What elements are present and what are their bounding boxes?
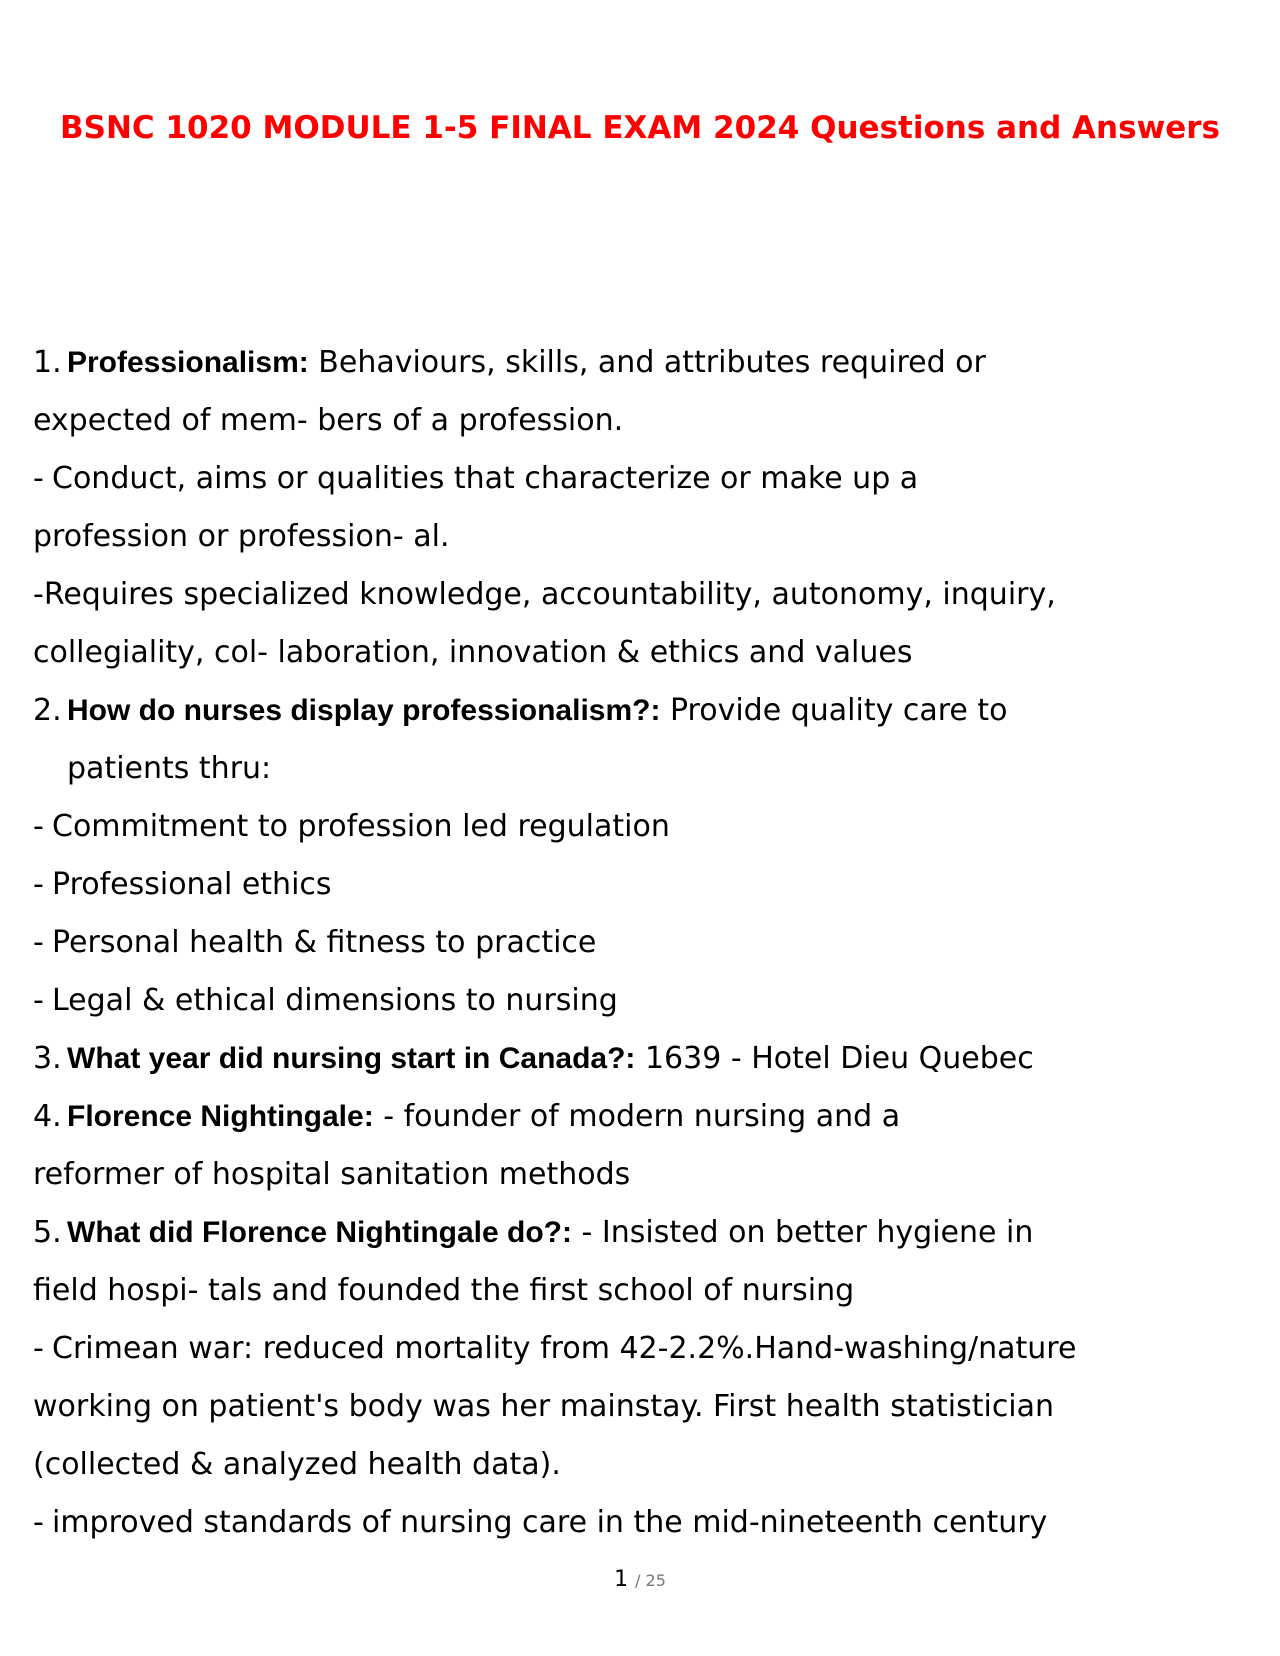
text-line (33, 1146, 1248, 1204)
bullet-line (33, 1494, 1248, 1552)
bullet-line (33, 914, 1248, 972)
line-text: profession or profession- al. (33, 519, 450, 554)
bullet-dash: - (33, 983, 44, 1018)
line-text: expected of mem- bers of a profession. (33, 403, 624, 438)
question-line (33, 1088, 1248, 1146)
question-line (33, 334, 1248, 392)
question-line (33, 1204, 1248, 1262)
question-number: 5. (33, 1215, 62, 1250)
line-text: - founder of modern nursing and a (373, 1099, 901, 1134)
line-text: Legal & ethical dimensions to nursing (52, 983, 618, 1018)
question-number: 1. (33, 345, 62, 380)
text-line (33, 624, 1248, 682)
bullet-line (33, 856, 1248, 914)
question-term: What did Florence Nightingale do?: (67, 1216, 572, 1249)
line-text: collegiality, col- laboration, innovation & ethics and values (33, 635, 913, 670)
question-number: 3. (33, 1041, 62, 1076)
bullet-line (33, 972, 1248, 1030)
line-text: reformer of hospital sanitation methods (33, 1157, 631, 1192)
bullet-line (33, 798, 1248, 856)
line-text: 1639 - Hotel Dieu Quebec (635, 1041, 1034, 1076)
line-text: -Requires specialized knowledge, accountability, autonomy, inquiry, (33, 577, 1056, 612)
text-line (33, 508, 1248, 566)
document-title: BSNC 1020 MODULE 1-5 FINAL EXAM 2024 Questions and Answers (60, 110, 1220, 146)
text-line (33, 566, 1248, 624)
text-line (33, 1262, 1248, 1320)
document-body (33, 334, 1248, 1552)
question-number: 2. (33, 693, 62, 728)
bullet-line (33, 450, 1248, 508)
line-text: Provide quality care to (660, 693, 1008, 728)
question-line (33, 682, 1248, 740)
line-text: patients thru: (67, 751, 272, 786)
bullet-line (33, 1320, 1248, 1378)
line-text: - Insisted on better hygiene in (571, 1215, 1034, 1250)
line-text: Behaviours, skills, and attributes required or (308, 345, 986, 380)
text-line (33, 1436, 1248, 1494)
bullet-dash: - (33, 925, 44, 960)
text-line (33, 392, 1248, 450)
question-number: 4. (33, 1099, 62, 1134)
bullet-dash: - (33, 867, 44, 902)
question-term: How do nurses display professionalism?: (67, 694, 661, 727)
line-text: Professional ethics (52, 867, 332, 902)
line-text: Personal health & fitness to practice (52, 925, 597, 960)
text-line (33, 1378, 1248, 1436)
question-term: What year did nursing start in Canada?: (67, 1042, 636, 1075)
bullet-dash: - (33, 1331, 44, 1366)
bullet-dash: - (33, 809, 44, 844)
question-line (33, 1030, 1248, 1088)
line-text: Conduct, aims or qualities that characterize or make up a (52, 461, 919, 496)
page-indicator (0, 1567, 1280, 1592)
page-total: / 25 (635, 1571, 666, 1590)
line-text: field hospi- tals and founded the first school of nursing (33, 1273, 855, 1308)
question-term: Florence Nightingale: (67, 1100, 374, 1133)
line-text: working on patient's body was her mainstay. First health statistician (33, 1389, 1055, 1424)
bullet-dash: - (33, 1505, 44, 1540)
text-line (33, 740, 1248, 798)
line-text: improved standards of nursing care in the mid-nineteenth century (52, 1505, 1048, 1540)
bullet-dash: - (33, 461, 44, 496)
page-number: 1 (614, 1567, 629, 1592)
line-text: Commitment to profession led regulation (52, 809, 670, 844)
question-term: Professionalism: (67, 346, 309, 379)
line-text: Crimean war: reduced mortality from 42-2.2%.Hand-washing/nature (52, 1331, 1077, 1366)
line-text: (collected & analyzed health data). (33, 1447, 561, 1482)
